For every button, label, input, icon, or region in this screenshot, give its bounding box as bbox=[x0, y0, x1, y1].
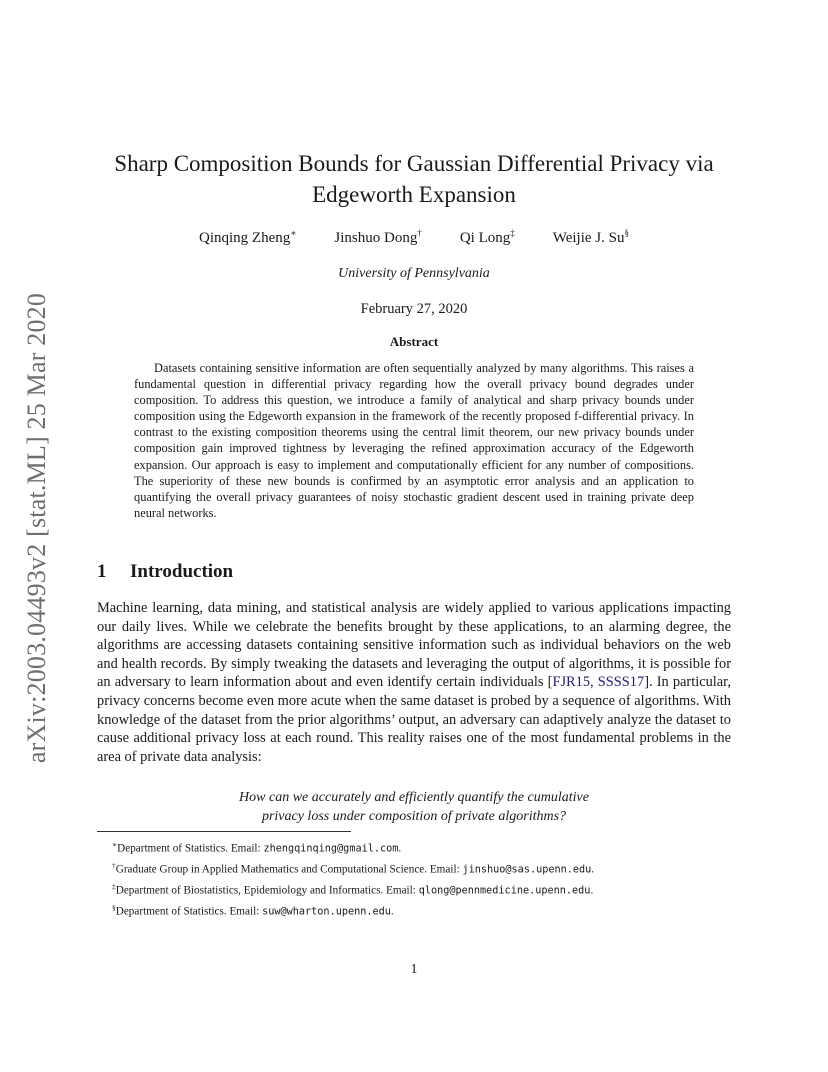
section-number: 1 bbox=[97, 561, 107, 582]
author-name: Qinqing Zheng bbox=[199, 230, 291, 246]
footnote-mark: § bbox=[112, 903, 116, 913]
intro-text-before-citation: Machine learning, data mining, and statistical analysis are widely applied to various applications impacting our daily lives. While we celebrate the benefits brought by these applications, to an alarming degree, the algorithms are accessing datasets containing sensitive information such as individual behaviors on the web and health records. By simply tweaking the datasets and leveraging the output of algorithms, it is possible for an adversary to learn information about and even identify certain individuals [ bbox=[97, 600, 731, 691]
section-title: Introduction bbox=[130, 561, 234, 582]
intro-text-after-citation: ]. In particular, privacy concerns become even more acute when the same dataset is probed by a sequence of algorithms. With knowledge of the dataset from the prior algorithms’ output, an adversary can adaptively analyze the dataset to cause additional privacy loss at each round. This reality raises one of the most fundamental problems in the area of private data analysis: bbox=[97, 674, 731, 765]
title-line-1: Sharp Composition Bounds for Gaussian Differential Privacy via bbox=[114, 151, 714, 176]
abstract-body: Datasets containing sensitive information are often sequentially analyzed by many algorithms. This raises a fundamental question in differential privacy regarding how the overall privacy bound degrades under composition. To address this question, we introduce a family of analytical and sharp privacy bounds under composition using the Edgeworth expansion in the framework of the recently proposed f-differential privacy. In contrast to the existing composition theorems using the central limit theorem, our new privacy bounds under composition gain improved tightness by leveraging the refined approximation accuracy of the Edgeworth expansion. Our approach is easy to implement and computationally efficient for any number of compositions. The superiority of these new bounds is confirmed by an asymptotic error analysis and an application to quantifying the overall privacy guarantees of noisy stochastic gradient descent used in training private deep neural networks. bbox=[134, 361, 694, 520]
footnote-text: Graduate Group in Applied Mathematics and Computational Science. Email: bbox=[115, 863, 463, 876]
footnote bbox=[112, 879, 594, 900]
citation-link[interactable]: FJR15, SSSS17 bbox=[552, 674, 645, 691]
question-line-1: How can we accurately and efficiently quantify the cumulative bbox=[239, 790, 589, 805]
footnote-divider bbox=[97, 831, 351, 832]
footnote-mark: ‡ bbox=[112, 882, 116, 892]
author-footnote-mark: ‡ bbox=[510, 228, 515, 238]
section-heading bbox=[97, 561, 233, 583]
intro-paragraph bbox=[97, 599, 731, 766]
author-footnote-mark: † bbox=[417, 228, 422, 238]
footnote-end: . bbox=[590, 885, 594, 898]
abstract-heading: Abstract bbox=[389, 334, 439, 349]
footnote-text: Department of Statistics. Email: bbox=[115, 906, 263, 919]
footnote-end: . bbox=[390, 906, 394, 919]
author bbox=[553, 228, 629, 247]
footnote-text: Department of Biostatistics, Epidemiology and Informatics. Email: bbox=[115, 885, 419, 898]
author-list bbox=[100, 228, 728, 247]
arxiv-identifier-text: arXiv:2003.04493v2 [stat.ML] 25 Mar 2020 bbox=[22, 292, 51, 763]
footnotes bbox=[112, 837, 594, 922]
research-question bbox=[150, 789, 678, 826]
footnote-email[interactable]: zhengqinqing@gmail.com bbox=[263, 843, 399, 855]
paper-title bbox=[100, 148, 728, 210]
footnote-end: . bbox=[591, 863, 595, 876]
footnote-mark: ∗ bbox=[112, 840, 118, 849]
publication-date: February 27, 2020 bbox=[360, 301, 468, 317]
author-name: Weijie J. Su bbox=[552, 230, 625, 246]
footnote-mark: † bbox=[112, 861, 116, 871]
footnote bbox=[112, 837, 594, 858]
footnote-email[interactable]: qlong@pennmedicine.upenn.edu bbox=[418, 886, 591, 898]
author-footnote-mark: § bbox=[624, 228, 629, 238]
author-name: Qi Long bbox=[459, 230, 511, 246]
arxiv-identifier-stamp bbox=[22, 280, 52, 775]
author bbox=[460, 228, 515, 247]
affiliation: University of Pennsylvania bbox=[338, 266, 490, 281]
author-footnote-mark: ∗ bbox=[290, 228, 297, 238]
footnote-email[interactable]: jinshuo@sas.upenn.edu bbox=[462, 864, 592, 876]
author bbox=[199, 228, 296, 247]
author bbox=[334, 228, 421, 247]
footnote-end: . bbox=[398, 842, 402, 855]
footnote-email[interactable]: suw@wharton.upenn.edu bbox=[262, 907, 391, 919]
title-line-2: Edgeworth Expansion bbox=[312, 182, 516, 207]
footnote bbox=[112, 900, 594, 921]
page-number: 1 bbox=[410, 962, 418, 977]
question-line-2: privacy loss under composition of private algorithms? bbox=[261, 808, 567, 824]
footnote-text: Department of Statistics. Email: bbox=[117, 842, 264, 855]
author-name: Jinshuo Dong bbox=[334, 230, 418, 246]
footnote bbox=[112, 858, 594, 879]
